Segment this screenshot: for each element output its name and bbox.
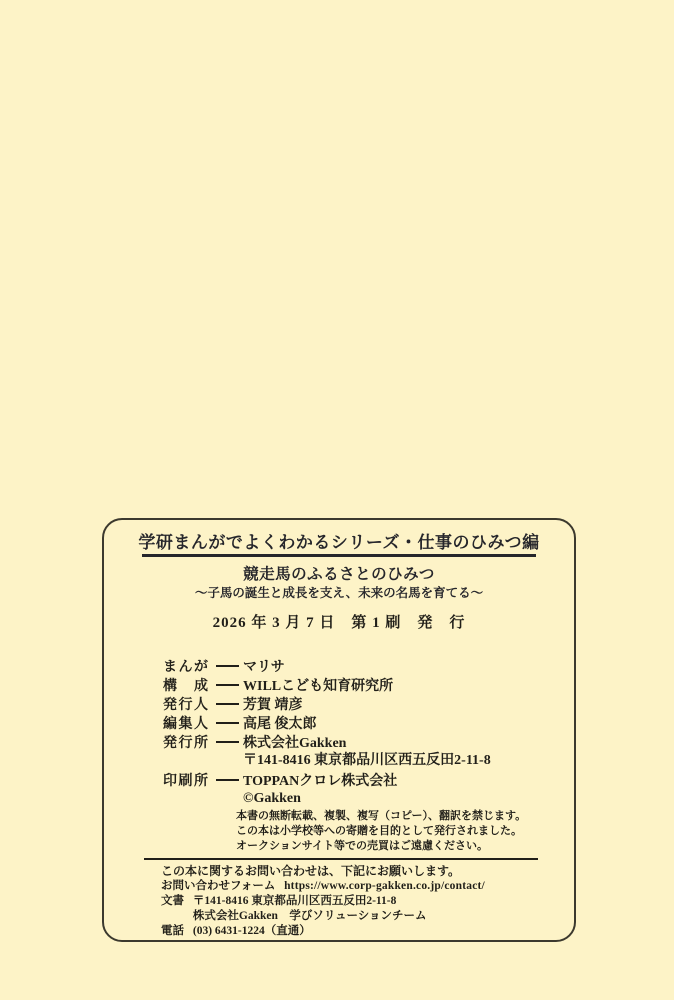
credit-value: WILLこども知育研究所: [243, 678, 394, 694]
credit-value: 高尾 俊太郎: [243, 716, 317, 732]
credit-value: マリサ: [243, 659, 285, 675]
credit-label: 編集人: [163, 716, 210, 732]
copyright-line: ©Gakken: [243, 791, 301, 806]
credit-label: 構 成: [163, 678, 210, 694]
credit-row-henshuunin: [163, 713, 491, 732]
contact-phone-line: [161, 924, 485, 939]
contact-divider: [144, 858, 538, 860]
publisher-address: 〒141-8416 東京都品川区西五反田2-11-8: [243, 753, 491, 768]
credit-label: 発行所: [163, 735, 210, 751]
leader-dash: [216, 741, 239, 743]
credit-row-hakkounin: [163, 694, 491, 713]
colophon-box: [102, 518, 576, 942]
credit-row-kousei: [163, 675, 491, 694]
contact-mail-line: [161, 894, 485, 909]
leader-dash: [216, 665, 239, 667]
book-subtitle: ～子馬の誕生と成長を支え、未来の名馬を育てる～: [194, 586, 484, 600]
leader-dash: [216, 779, 239, 781]
title-underline: [142, 554, 536, 557]
credit-row-manga: [163, 656, 491, 675]
credit-value: 株式会社Gakken: [243, 735, 347, 751]
contact-phone-label: 電話: [161, 925, 184, 937]
leader-dash: [216, 722, 239, 724]
notices-block: [236, 809, 526, 854]
notice-line: オークションサイト等での売買はご遠慮ください。: [236, 840, 489, 852]
credits-list: [163, 656, 491, 808]
credit-label: 発行人: [163, 697, 210, 713]
credit-value: 芳賀 靖彦: [243, 697, 303, 713]
contact-mail-label: 文書: [161, 895, 184, 907]
notice-line: この本は小学校等への寄贈を目的として発行されました。: [236, 825, 522, 837]
contact-form-url: https://www.corp-gakken.co.jp/contact/: [284, 880, 485, 892]
contact-form-label: お問い合わせフォーム: [161, 880, 276, 892]
series-title: 学研まんがでよくわかるシリーズ・仕事のひみつ編: [138, 533, 540, 552]
contact-phone-number: (03) 6431-1224（直通）: [192, 925, 311, 937]
credit-value: TOPPANクロレ株式会社: [243, 773, 398, 789]
credit-label: まんが: [163, 659, 210, 675]
book-title: 競走馬のふるさとのひみつ: [243, 566, 435, 583]
contact-heading: この本に関するお問い合わせは、下記にお願いします。: [161, 864, 461, 878]
contact-team-line: [161, 909, 485, 924]
credit-row-insatsujo: [163, 770, 491, 789]
leader-dash: [216, 703, 239, 705]
credit-row-hakkoujo: [163, 732, 491, 751]
contact-mail-team: 株式会社Gakken 学びソリューションチーム: [192, 910, 427, 922]
contact-block: [161, 864, 485, 939]
credit-label: 印刷所: [163, 773, 210, 789]
notice-line: 本書の無断転載、複製、複写（コピー）、翻訳を禁じます。: [236, 810, 527, 822]
contact-mail-address: 〒141-8416 東京都品川区西五反田2-11-8: [192, 895, 397, 907]
contact-form-line: [161, 879, 485, 894]
leader-dash: [216, 684, 239, 686]
edition-date: 2026 年 3 月 7 日 第 1 刷 発 行: [212, 615, 466, 631]
